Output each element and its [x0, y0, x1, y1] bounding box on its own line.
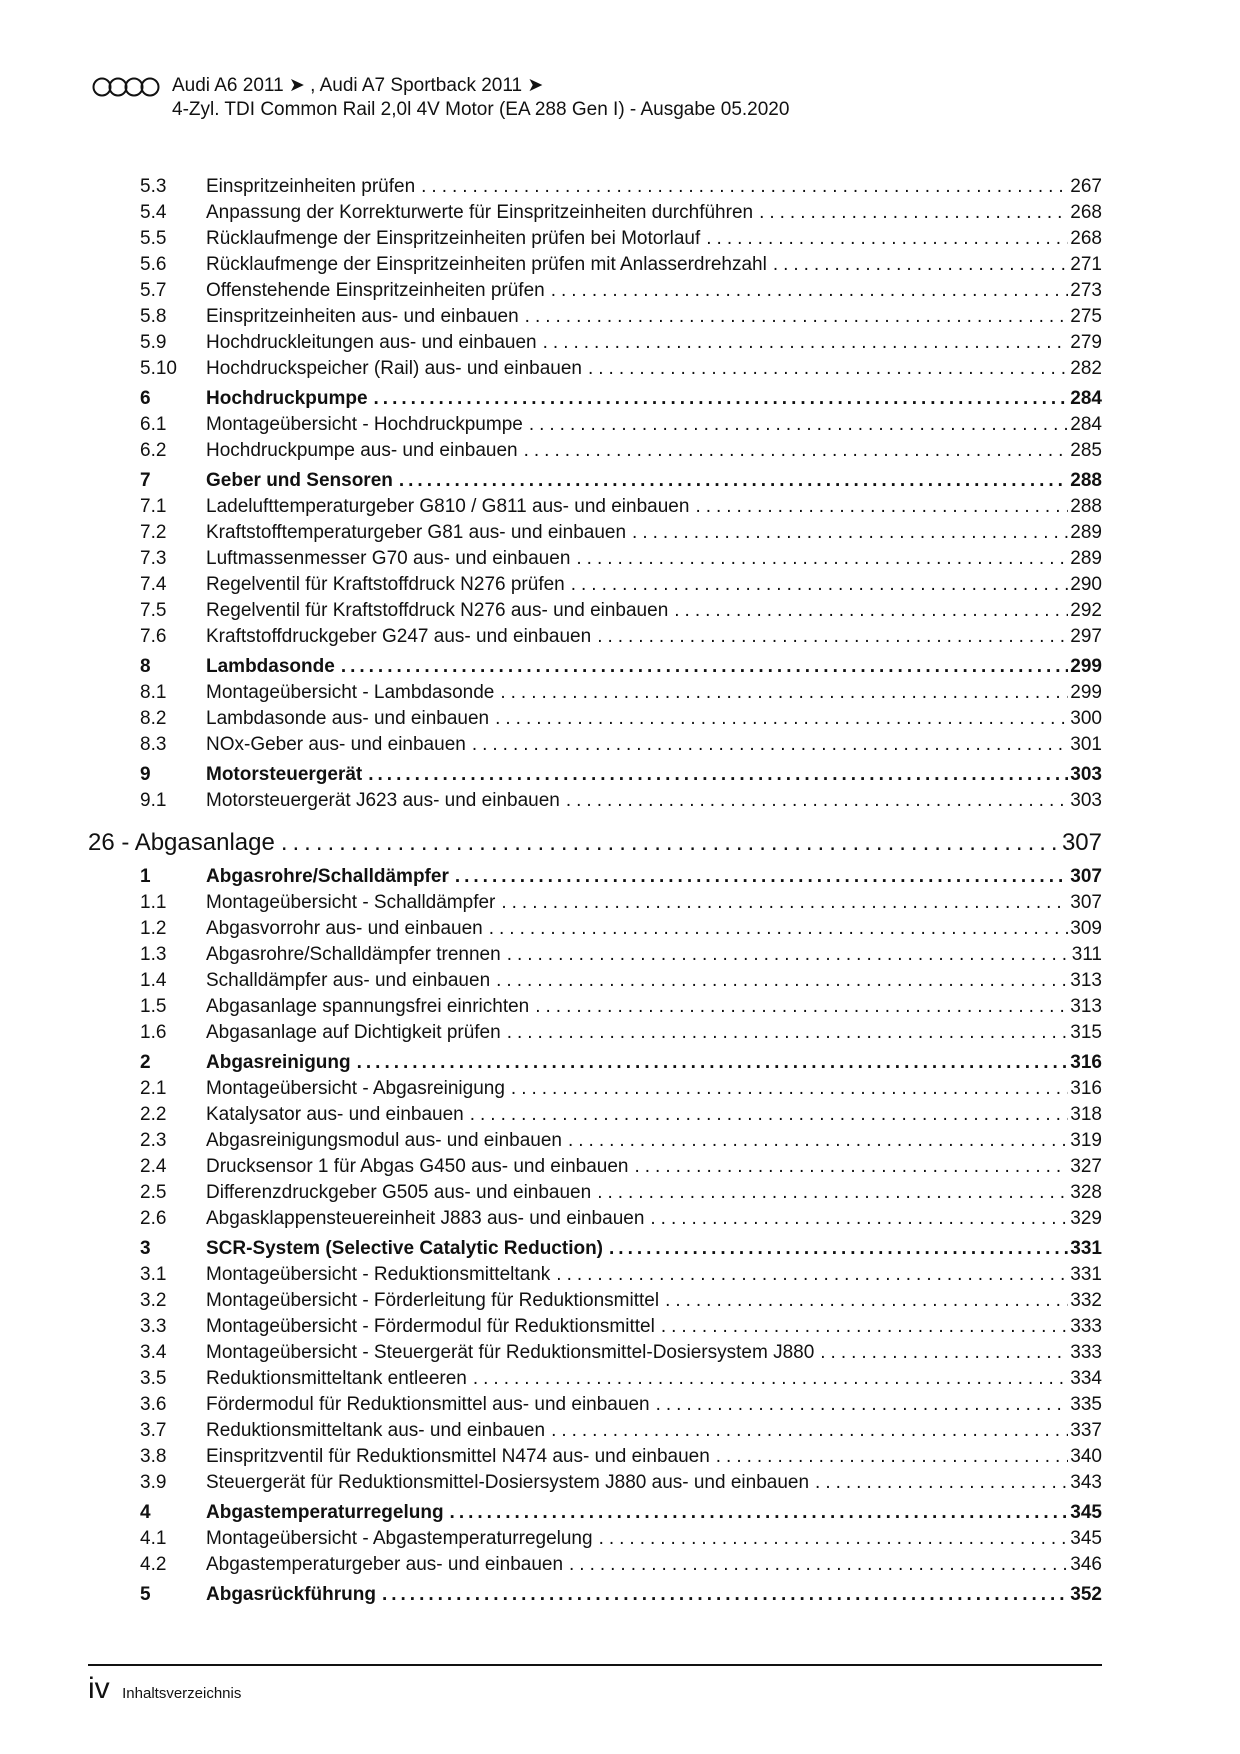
- toc-entry-title: Lambdasonde: [206, 656, 335, 677]
- toc-entry-page: 285: [1070, 440, 1102, 461]
- toc-leader-dots: [501, 890, 1068, 916]
- toc-entry-number: 5.3: [140, 176, 167, 197]
- toc-entry-page: 299: [1070, 682, 1102, 703]
- toc-leader-dots: [556, 1262, 1068, 1288]
- toc-entry-number: 2.3: [140, 1130, 167, 1151]
- toc-entry-title: Montageübersicht - Schalldämpfer: [206, 892, 496, 913]
- toc-leader-dots: [695, 494, 1068, 520]
- toc-entry-page: 303: [1070, 790, 1102, 811]
- toc-entry[interactable]: [88, 916, 1102, 942]
- toc-entry-number: 5.8: [140, 306, 167, 327]
- toc-section[interactable]: [88, 864, 1102, 890]
- toc-entry-number: 8.3: [140, 734, 167, 755]
- toc-section[interactable]: [88, 1236, 1102, 1262]
- toc-entry-page: 311: [1071, 944, 1102, 965]
- toc-leader-dots: [635, 1154, 1069, 1180]
- toc-leader-dots: [341, 654, 1068, 680]
- toc-leader-dots: [820, 1340, 1068, 1366]
- toc-entry[interactable]: [88, 1020, 1102, 1046]
- toc-entry-title: Abgasrohre/Schalldämpfer trennen: [206, 944, 501, 965]
- audi-rings-icon: [92, 76, 160, 98]
- toc-entry-page: 313: [1070, 970, 1102, 991]
- toc-entry-title: Abgastemperaturgeber aus- und einbauen: [206, 1554, 564, 1575]
- toc-entry-number: 4.1: [140, 1528, 167, 1549]
- toc-leader-dots: [529, 412, 1068, 438]
- toc-entry-title: Einspritzeinheiten prüfen: [206, 176, 416, 197]
- toc-entry-title: Kraftstofftemperaturgeber G81 aus- und einbauen: [206, 522, 627, 543]
- toc-entry-number: 4.2: [140, 1554, 167, 1575]
- toc-leader-dots: [571, 572, 1069, 598]
- toc-entry-title: Abgasklappensteuereinheit J883 aus- und einbauen: [206, 1208, 645, 1229]
- toc-entry-page: 319: [1070, 1130, 1102, 1151]
- toc-entry-page: 307: [1070, 892, 1102, 913]
- toc-entry-title: Rücklaufmenge der Einspritzeinheiten prüfen bei Motorlauf: [206, 228, 701, 249]
- toc-entry-title: Steuergerät für Reduktionsmittel-Dosiersystem J880 aus- und einbauen: [206, 1472, 810, 1493]
- toc-entry-title: Montageübersicht - Abgasreinigung: [206, 1078, 505, 1099]
- toc-entry-page: 331: [1070, 1238, 1102, 1259]
- toc-entry-title: Abgasrohre/Schalldämpfer: [206, 866, 449, 887]
- toc-leader-dots: [773, 252, 1068, 278]
- toc-leader-dots: [674, 598, 1068, 624]
- toc-entry-page: 301: [1070, 734, 1102, 755]
- toc-leader-dots: [597, 624, 1068, 650]
- toc-entry-title: Abgasreinigungsmodul aus- und einbauen: [206, 1130, 562, 1151]
- toc-leader-dots: [507, 942, 1070, 968]
- toc-leader-dots: [588, 356, 1068, 382]
- toc-entry[interactable]: [88, 994, 1102, 1020]
- toc-entry[interactable]: [88, 1206, 1102, 1232]
- toc-entry-number: 3.7: [140, 1420, 167, 1441]
- toc-entry-number: 2: [140, 1052, 151, 1073]
- toc-entry[interactable]: [88, 1444, 1102, 1470]
- toc-entry-page: 343: [1070, 1472, 1102, 1493]
- toc-leader-dots: [535, 994, 1068, 1020]
- toc-entry-page: 307: [1061, 829, 1102, 856]
- toc-leader-dots: [632, 520, 1068, 546]
- toc-entry-title: Abgasrückführung: [206, 1584, 376, 1605]
- toc-entry[interactable]: [88, 174, 1102, 200]
- toc-entry[interactable]: [88, 1470, 1102, 1496]
- toc-entry-number: 2.6: [140, 1208, 167, 1229]
- toc-leader-dots: [368, 762, 1068, 788]
- toc-entry-number: 7.2: [140, 522, 167, 543]
- toc-entry-number: 9.1: [140, 790, 167, 811]
- toc-section[interactable]: [88, 1050, 1102, 1076]
- toc-entry-title: Montageübersicht - Hochdruckpumpe: [206, 414, 523, 435]
- toc-entry-title: Abgastemperaturregelung: [206, 1502, 444, 1523]
- toc-entry-page: 345: [1070, 1502, 1102, 1523]
- toc-entry-number: 3.8: [140, 1446, 167, 1467]
- page-header: [92, 74, 992, 124]
- toc-entry-number: 5.7: [140, 280, 167, 301]
- toc-entry[interactable]: [88, 1128, 1102, 1154]
- toc-entry-number: 5.4: [140, 202, 167, 223]
- toc-entry-title: Offenstehende Einspritzeinheiten prüfen: [206, 280, 545, 301]
- toc-leader-dots: [716, 1444, 1069, 1470]
- toc-entry-page: 300: [1070, 708, 1102, 729]
- toc-leader-dots: [455, 864, 1068, 890]
- toc-entry-page: 333: [1070, 1316, 1102, 1337]
- toc-entry-title: Motorsteuergerät: [206, 764, 363, 785]
- toc-entry-page: 335: [1070, 1394, 1102, 1415]
- toc-entry-page: 292: [1070, 600, 1102, 621]
- toc-entry[interactable]: [88, 732, 1102, 758]
- toc-leader-dots: [495, 706, 1068, 732]
- toc-entry[interactable]: [88, 520, 1102, 546]
- toc-entry-number: 1.4: [140, 970, 167, 991]
- toc-entry-title: Motorsteuergerät J623 aus- und einbauen: [206, 790, 560, 811]
- toc-leader-dots: [656, 1392, 1069, 1418]
- toc-entry-page: 334: [1070, 1368, 1102, 1389]
- toc-entry-title: Rücklaufmenge der Einspritzeinheiten prüfen mit Anlasserdrehzahl: [206, 254, 767, 275]
- toc-entry[interactable]: [88, 1180, 1102, 1206]
- toc-chapter[interactable]: [88, 826, 1102, 860]
- toc-entry[interactable]: [88, 942, 1102, 968]
- toc-leader-dots: [599, 1526, 1069, 1552]
- toc-entry-number: 8: [140, 656, 151, 677]
- toc-entry-number: 3.5: [140, 1368, 167, 1389]
- toc-entry-page: 268: [1070, 228, 1102, 249]
- table-of-contents: [88, 174, 1102, 1608]
- toc-leader-dots: [382, 1582, 1068, 1608]
- toc-entry-title: Schalldämpfer aus- und einbauen: [206, 970, 491, 991]
- toc-entry-number: 6.1: [140, 414, 167, 435]
- toc-entry-title: Einspritzventil für Reduktionsmittel N474 aus- und einbauen: [206, 1446, 710, 1467]
- toc-entry-number: 3: [140, 1238, 151, 1259]
- toc-entry[interactable]: [88, 1314, 1102, 1340]
- header-vehicle-line: Audi A6 2011 ➤ , Audi A7 Sportback 2011 ➤: [172, 75, 544, 96]
- toc-entry-number: 7.4: [140, 574, 167, 595]
- toc-entry-number: 9: [140, 764, 151, 785]
- toc-entry[interactable]: [88, 1076, 1102, 1102]
- toc-leader-dots: [281, 826, 1060, 860]
- toc-entry-page: 299: [1070, 656, 1102, 677]
- toc-entry-number: 7.3: [140, 548, 167, 569]
- toc-section[interactable]: [88, 762, 1102, 788]
- toc-section[interactable]: [88, 654, 1102, 680]
- toc-leader-dots: [609, 1236, 1068, 1262]
- toc-leader-dots: [543, 330, 1069, 356]
- toc-entry-page: 282: [1070, 358, 1102, 379]
- toc-entry-number: 2.2: [140, 1104, 167, 1125]
- toc-leader-dots: [472, 732, 1068, 758]
- toc-entry-page: 284: [1070, 388, 1102, 409]
- toc-section[interactable]: [88, 468, 1102, 494]
- toc-entry[interactable]: [88, 706, 1102, 732]
- toc-entry-number: 3.3: [140, 1316, 167, 1337]
- toc-entry-page: 303: [1070, 764, 1102, 785]
- toc-leader-dots: [357, 1050, 1069, 1076]
- toc-section[interactable]: [88, 1500, 1102, 1526]
- toc-entry-title: Lambdasonde aus- und einbauen: [206, 708, 490, 729]
- toc-leader-dots: [470, 1102, 1069, 1128]
- toc-leader-dots: [399, 468, 1068, 494]
- toc-leader-dots: [450, 1500, 1069, 1526]
- toc-entry[interactable]: [88, 1552, 1102, 1578]
- toc-entry-page: 271: [1070, 254, 1102, 275]
- toc-entry[interactable]: [88, 252, 1102, 278]
- toc-leader-dots: [650, 1206, 1068, 1232]
- toc-entry-number: 5.10: [140, 358, 177, 379]
- toc-entry-page: 345: [1070, 1528, 1102, 1549]
- footer-divider: [88, 1664, 1102, 1666]
- toc-entry-page: 313: [1070, 996, 1102, 1017]
- toc-entry-title: Hochdruckleitungen aus- und einbauen: [206, 332, 537, 353]
- toc-entry[interactable]: [88, 278, 1102, 304]
- toc-section[interactable]: [88, 1582, 1102, 1608]
- toc-entry-number: 6.2: [140, 440, 167, 461]
- toc-leader-dots: [421, 174, 1068, 200]
- header-engine-line: 4-Zyl. TDI Common Rail 2,0l 4V Motor (EA 288 Gen I) - Ausgabe 05.2020: [172, 99, 790, 120]
- toc-entry-title: Luftmassenmesser G70 aus- und einbauen: [206, 548, 571, 569]
- toc-entry-title: Montageübersicht - Förderleitung für Reduktionsmittel: [206, 1290, 660, 1311]
- toc-entry-page: 316: [1070, 1052, 1102, 1073]
- toc-entry-number: 1: [140, 866, 151, 887]
- toc-entry-page: 290: [1070, 574, 1102, 595]
- toc-leader-dots: [551, 1418, 1068, 1444]
- toc-entry-page: 297: [1070, 626, 1102, 647]
- toc-entry[interactable]: [88, 624, 1102, 650]
- toc-entry-number: 4: [140, 1502, 151, 1523]
- toc-leader-dots: [511, 1076, 1068, 1102]
- toc-entry-title: Regelventil für Kraftstoffdruck N276 aus- und einbauen: [206, 600, 669, 621]
- toc-entry[interactable]: [88, 890, 1102, 916]
- footer-page-number: iv: [88, 1672, 110, 1705]
- toc-leader-dots: [759, 200, 1068, 226]
- toc-entry-page: 315: [1070, 1022, 1102, 1043]
- toc-leader-dots: [524, 438, 1069, 464]
- toc-entry-number: 1.1: [140, 892, 167, 913]
- toc-entry-number: 1.5: [140, 996, 167, 1017]
- toc-entry-page: 307: [1070, 866, 1102, 887]
- toc-entry[interactable]: [88, 1262, 1102, 1288]
- toc-entry[interactable]: [88, 1366, 1102, 1392]
- toc-entry-title: Einspritzeinheiten aus- und einbauen: [206, 306, 519, 327]
- toc-entry-page: 318: [1070, 1104, 1102, 1125]
- toc-leader-dots: [473, 1366, 1068, 1392]
- toc-entry-number: 6: [140, 388, 151, 409]
- toc-entry-page: 340: [1070, 1446, 1102, 1467]
- toc-entry-page: 284: [1070, 414, 1102, 435]
- toc-entry-title: Kraftstoffdruckgeber G247 aus- und einbauen: [206, 626, 592, 647]
- toc-entry-number: 5: [140, 1584, 151, 1605]
- toc-leader-dots: [597, 1180, 1068, 1206]
- toc-entry-page: 267: [1070, 176, 1102, 197]
- toc-entry-number: 2.5: [140, 1182, 167, 1203]
- toc-entry[interactable]: [88, 356, 1102, 382]
- toc-entry-number: 2.1: [140, 1078, 167, 1099]
- toc-entry[interactable]: [88, 1526, 1102, 1552]
- toc-entry-number: 3.9: [140, 1472, 167, 1493]
- toc-leader-dots: [489, 916, 1069, 942]
- toc-entry-page: 352: [1070, 1584, 1102, 1605]
- toc-entry-number: 5.5: [140, 228, 167, 249]
- toc-entry-title: Montageübersicht - Reduktionsmitteltank: [206, 1264, 551, 1285]
- toc-entry-title: Montageübersicht - Lambdasonde: [206, 682, 495, 703]
- toc-entry-title: Montageübersicht - Abgastemperaturregelung: [206, 1528, 593, 1549]
- toc-entry-page: 288: [1070, 470, 1102, 491]
- toc-entry-title: Anpassung der Korrekturwerte für Einspritzeinheiten durchführen: [206, 202, 754, 223]
- toc-entry-title: Hochdruckspeicher (Rail) aus- und einbauen: [206, 358, 582, 379]
- toc-entry-number: 3.1: [140, 1264, 167, 1285]
- toc-entry-number: 8.2: [140, 708, 167, 729]
- toc-entry-number: 7.1: [140, 496, 167, 517]
- toc-entry-number: 7: [140, 470, 151, 491]
- toc-entry-number: 8.1: [140, 682, 167, 703]
- toc-entry-title: Abgasanlage spannungsfrei einrichten: [206, 996, 530, 1017]
- toc-section[interactable]: [88, 386, 1102, 412]
- toc-entry-title: Abgasvorrohr aus- und einbauen: [206, 918, 483, 939]
- toc-entry[interactable]: [88, 304, 1102, 330]
- toc-entry[interactable]: [88, 412, 1102, 438]
- toc-entry-number: 7.5: [140, 600, 167, 621]
- toc-entry-title: Hochdruckpumpe: [206, 388, 368, 409]
- toc-entry-title: Abgasreinigung: [206, 1052, 351, 1073]
- toc-entry-title: Montageübersicht - Steuergerät für Reduktionsmittel-Dosiersystem J880: [206, 1342, 815, 1363]
- toc-entry[interactable]: [88, 1418, 1102, 1444]
- toc-leader-dots: [551, 278, 1069, 304]
- toc-entry-number: 5.6: [140, 254, 167, 275]
- toc-entry-number: 3.2: [140, 1290, 167, 1311]
- toc-entry[interactable]: [88, 1392, 1102, 1418]
- toc-entry[interactable]: [88, 680, 1102, 706]
- toc-entry-page: 279: [1070, 332, 1102, 353]
- page-footer: [88, 1672, 241, 1706]
- toc-leader-dots: [706, 226, 1068, 252]
- toc-entry-title: Ladelufttemperaturgeber G810 / G811 aus- und einbauen: [206, 496, 690, 517]
- toc-entry[interactable]: [88, 546, 1102, 572]
- toc-leader-dots: [566, 788, 1068, 814]
- toc-entry-page: 346: [1070, 1554, 1102, 1575]
- toc-entry-title: Katalysator aus- und einbauen: [206, 1104, 464, 1125]
- toc-entry[interactable]: [88, 968, 1102, 994]
- toc-entry-page: 332: [1070, 1290, 1102, 1311]
- toc-entry-title: SCR-System (Selective Catalytic Reduction): [206, 1238, 604, 1259]
- toc-entry-number: 5.9: [140, 332, 167, 353]
- toc-leader-dots: [815, 1470, 1068, 1496]
- toc-entry-page: 275: [1070, 306, 1102, 327]
- toc-leader-dots: [507, 1020, 1069, 1046]
- toc-entry-number: 2.4: [140, 1156, 167, 1177]
- toc-leader-dots: [576, 546, 1068, 572]
- toc-leader-dots: [569, 1552, 1068, 1578]
- toc-entry-title: Hochdruckpumpe aus- und einbauen: [206, 440, 518, 461]
- toc-entry-page: 329: [1070, 1208, 1102, 1229]
- toc-entry-page: 268: [1070, 202, 1102, 223]
- toc-entry[interactable]: [88, 1154, 1102, 1180]
- toc-leader-dots: [568, 1128, 1068, 1154]
- toc-entry-title: 26 - Abgasanlage: [88, 829, 275, 856]
- toc-entry-title: Differenzdruckgeber G505 aus- und einbauen: [206, 1182, 592, 1203]
- toc-entry[interactable]: [88, 494, 1102, 520]
- toc-entry-title: Fördermodul für Reduktionsmittel aus- und einbauen: [206, 1394, 650, 1415]
- toc-entry-title: Reduktionsmitteltank aus- und einbauen: [206, 1420, 546, 1441]
- toc-entry[interactable]: [88, 1288, 1102, 1314]
- toc-entry-title: Drucksensor 1 für Abgas G450 aus- und einbauen: [206, 1156, 629, 1177]
- toc-entry-page: 316: [1070, 1078, 1102, 1099]
- toc-entry[interactable]: [88, 226, 1102, 252]
- toc-entry-number: 7.6: [140, 626, 167, 647]
- toc-leader-dots: [525, 304, 1069, 330]
- toc-leader-dots: [500, 680, 1068, 706]
- toc-entry[interactable]: [88, 598, 1102, 624]
- toc-entry[interactable]: [88, 438, 1102, 464]
- footer-label: Inhaltsverzeichnis: [122, 1685, 242, 1702]
- toc-entry-page: 309: [1070, 918, 1102, 939]
- toc-entry[interactable]: [88, 1102, 1102, 1128]
- toc-entry-title: NOx-Geber aus- und einbauen: [206, 734, 466, 755]
- toc-entry-title: Montageübersicht - Fördermodul für Reduktionsmittel: [206, 1316, 655, 1337]
- toc-entry[interactable]: [88, 1340, 1102, 1366]
- toc-entry[interactable]: [88, 788, 1102, 814]
- toc-leader-dots: [496, 968, 1068, 994]
- toc-entry-title: Abgasanlage auf Dichtigkeit prüfen: [206, 1022, 501, 1043]
- toc-entry-number: 1.2: [140, 918, 167, 939]
- toc-entry-title: Geber und Sensoren: [206, 470, 393, 491]
- toc-entry-number: 3.6: [140, 1394, 167, 1415]
- toc-entry-page: 331: [1070, 1264, 1102, 1285]
- toc-entry-page: 333: [1070, 1342, 1102, 1363]
- toc-entry[interactable]: [88, 200, 1102, 226]
- toc-entry-page: 328: [1070, 1182, 1102, 1203]
- toc-entry-number: 1.3: [140, 944, 167, 965]
- toc-entry-page: 273: [1070, 280, 1102, 301]
- toc-leader-dots: [665, 1288, 1068, 1314]
- toc-entry-title: Regelventil für Kraftstoffdruck N276 prüfen: [206, 574, 565, 595]
- toc-entry-page: 327: [1070, 1156, 1102, 1177]
- toc-entry-page: 288: [1070, 496, 1102, 517]
- toc-entry-page: 289: [1070, 522, 1102, 543]
- toc-entry-page: 337: [1070, 1420, 1102, 1441]
- toc-entry[interactable]: [88, 572, 1102, 598]
- toc-leader-dots: [374, 386, 1069, 412]
- toc-entry-number: 1.6: [140, 1022, 167, 1043]
- toc-entry-number: 3.4: [140, 1342, 167, 1363]
- toc-entry[interactable]: [88, 330, 1102, 356]
- toc-entry-page: 289: [1070, 548, 1102, 569]
- toc-entry-title: Reduktionsmitteltank entleeren: [206, 1368, 467, 1389]
- toc-leader-dots: [661, 1314, 1068, 1340]
